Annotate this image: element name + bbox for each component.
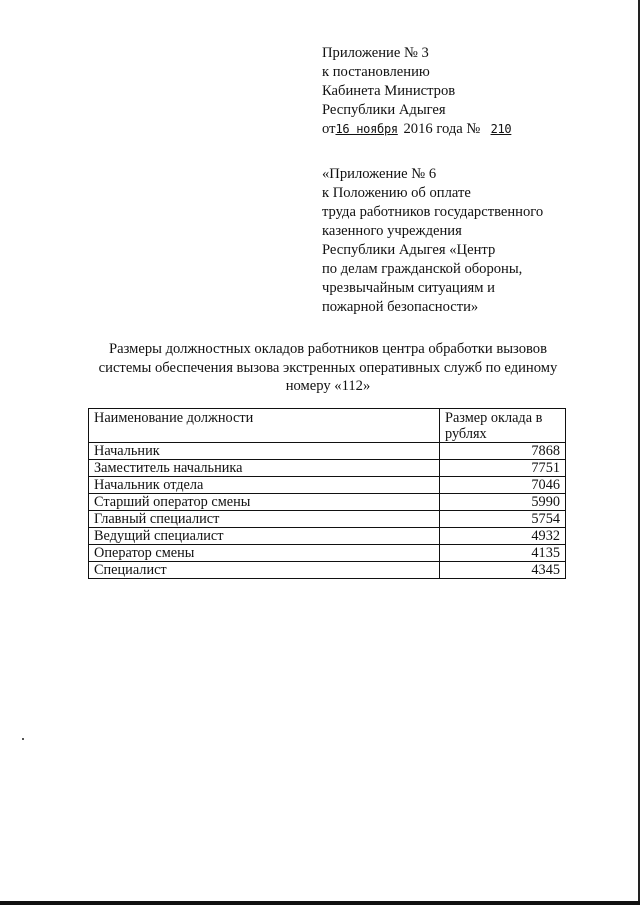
- position-cell: Специалист: [89, 562, 440, 579]
- annex2-header: [322, 165, 543, 317]
- position-cell: Начальник: [89, 443, 440, 460]
- handwritten-number: 210: [490, 122, 512, 136]
- salary-cell: 4932: [440, 528, 566, 545]
- position-cell: Старший оператор смены: [89, 494, 440, 511]
- annex2-line: «Приложение № 6: [322, 166, 437, 182]
- salary-cell: 7046: [440, 477, 566, 494]
- table-row: [89, 511, 566, 528]
- annex-date-line: [322, 120, 518, 139]
- salary-cell: 5990: [440, 494, 566, 511]
- table-row: [89, 562, 566, 579]
- annex-line: Кабинета Министров: [322, 83, 456, 99]
- annex-line: Республики Адыгея: [322, 102, 446, 118]
- table-row: [89, 443, 566, 460]
- position-cell: Ведущий специалист: [89, 528, 440, 545]
- salary-table: [88, 408, 566, 579]
- salary-cell: 7751: [440, 460, 566, 477]
- annex2-line: труда работников государственного: [322, 204, 544, 220]
- scan-speck: [22, 738, 24, 740]
- table-row: [89, 545, 566, 562]
- annex2-line: по делам гражданской обороны,: [322, 261, 523, 277]
- position-cell: Заместитель начальника: [89, 460, 440, 477]
- handwritten-date: 16 ноября: [335, 122, 398, 136]
- position-cell: Начальник отдела: [89, 477, 440, 494]
- position-cell: Оператор смены: [89, 545, 440, 562]
- title-line: системы обеспечения вызова экстренных оперативных служб по единому: [98, 359, 558, 376]
- annex2-line: Республики Адыгея «Центр: [322, 242, 496, 258]
- table-row: [89, 494, 566, 511]
- date-prefix: от: [322, 121, 336, 137]
- annex-line: к постановлению: [322, 64, 430, 80]
- table-row: [89, 528, 566, 545]
- title-line: номеру «112»: [285, 378, 371, 394]
- year-text: 2016 года №: [403, 121, 481, 137]
- table-header-row: [89, 409, 566, 443]
- salary-cell: 7868: [440, 443, 566, 460]
- header-salary: Размер оклада в рублях: [440, 409, 566, 443]
- annex2-line: к Положению об оплате: [322, 185, 471, 201]
- table-row: [89, 477, 566, 494]
- salary-cell: 5754: [440, 511, 566, 528]
- salary-cell: 4135: [440, 545, 566, 562]
- annex-header: [322, 44, 518, 139]
- salary-cell: 4345: [440, 562, 566, 579]
- annex2-line: казенного учреждения: [322, 223, 462, 239]
- table-row: [89, 460, 566, 477]
- annex2-line: чрезвычайным ситуациям и: [322, 280, 495, 296]
- scan-edge: [0, 901, 640, 905]
- header-position: Наименование должности: [89, 409, 440, 443]
- position-cell: Главный специалист: [89, 511, 440, 528]
- annex2-line: пожарной безопасности»: [322, 299, 479, 315]
- annex-line: Приложение № 3: [322, 45, 429, 61]
- document-title: [80, 340, 576, 396]
- title-line: Размеры должностных окладов работников центра обработки вызовов: [109, 341, 547, 357]
